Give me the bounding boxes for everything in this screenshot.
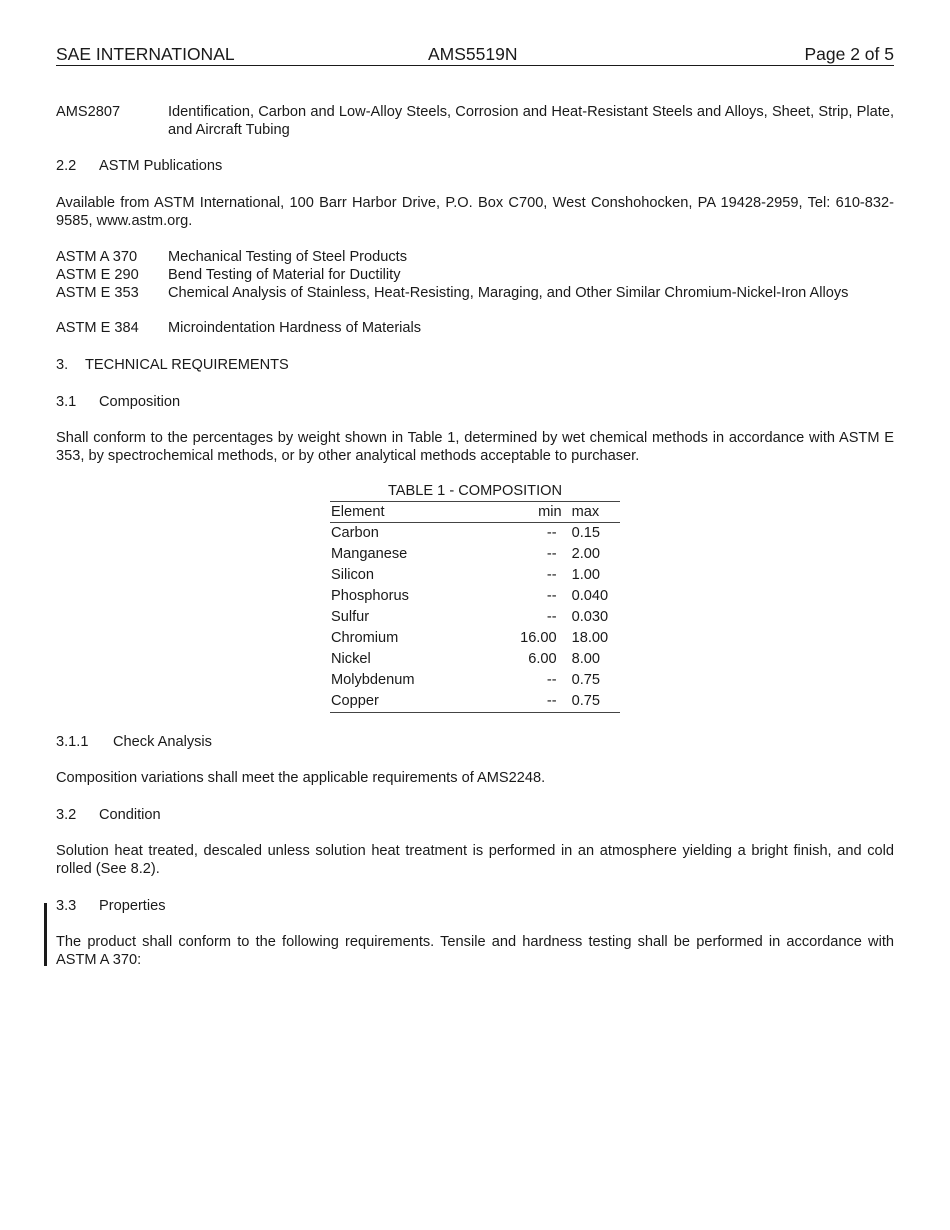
ref-text: Bend Testing of Material for Ductility — [168, 267, 401, 283]
cell-min: -- — [546, 672, 557, 688]
cell-max: 1.00 — [571, 567, 601, 583]
section-heading-3 — [56, 356, 289, 374]
cell-element: Carbon — [331, 525, 379, 541]
check-analysis-paragraph: Composition variations shall meet the applicable requirements of AMS2248. — [56, 770, 546, 786]
table-row — [330, 670, 620, 691]
section-number: 3.2 — [56, 807, 77, 823]
cell-element: Nickel — [331, 651, 371, 667]
composition-paragraph: Shall conform to the percentages by weight shown in Table 1, determined by wet chemical methods in accordance with ASTM E 353, by spectrochemical methods, or by other analytical methods acceptable to purchaser. — [56, 430, 894, 464]
table-row — [330, 544, 620, 565]
section-title: Composition — [99, 394, 181, 410]
section-number: 3.1 — [56, 394, 77, 410]
table-row — [330, 691, 620, 713]
cell-min: 6.00 — [528, 651, 557, 667]
column-header-max: max — [572, 502, 620, 523]
cell-max: 0.15 — [571, 525, 601, 541]
ref-code-ams2807: AMS2807 — [56, 104, 121, 120]
section-heading-3-1-1 — [56, 733, 212, 751]
section-number: 3. — [56, 357, 69, 373]
cell-min: -- — [504, 691, 572, 713]
section-number: 2.2 — [56, 158, 77, 174]
cell-min: -- — [546, 546, 557, 562]
cell-max: 8.00 — [571, 651, 601, 667]
section-heading-3-2 — [56, 806, 161, 824]
cell-max: 18.00 — [571, 630, 609, 646]
section-title: Properties — [99, 898, 166, 914]
ref-text: Chemical Analysis of Stainless, Heat-Resisting, Maraging, and Other Similar Chromium-Nickel-Iron Alloys — [168, 285, 849, 301]
table-row — [330, 523, 620, 545]
cell-max: 2.00 — [571, 546, 601, 562]
header-doc-id: AMS5519N — [428, 44, 518, 64]
table-row — [330, 586, 620, 607]
cell-element: Molybdenum — [331, 672, 415, 688]
section-heading-3-1 — [56, 393, 180, 411]
ref-code: ASTM E 384 — [56, 320, 139, 336]
cell-element: Chromium — [331, 630, 399, 646]
table-row — [330, 607, 620, 628]
section-title: Check Analysis — [113, 734, 212, 750]
section-title: TECHNICAL REQUIREMENTS — [85, 357, 289, 373]
column-header-element: Element — [330, 502, 504, 523]
section-heading-3-3 — [56, 897, 166, 915]
ref-text-ams2807: Identification, Carbon and Low-Alloy Steels, Corrosion and Heat-Resistant Steels and Alloys, Sheet, Strip, Plate, and Aircraft Tubing — [168, 104, 894, 138]
cell-min: -- — [546, 567, 557, 583]
ref-code: ASTM E 353 — [56, 285, 139, 301]
table-row — [330, 565, 620, 586]
header-page-number: Page 2 of 5 — [804, 44, 894, 64]
cell-max: 0.030 — [571, 609, 609, 625]
section-heading-2-2 — [56, 157, 222, 175]
section-title: ASTM Publications — [99, 158, 223, 174]
table-row — [330, 628, 620, 649]
cell-min: -- — [546, 609, 557, 625]
cell-element: Silicon — [331, 567, 374, 583]
cell-max: 0.040 — [571, 588, 609, 604]
cell-min: 16.00 — [520, 630, 557, 646]
page-header — [56, 44, 894, 66]
cell-max: 0.75 — [571, 672, 601, 688]
condition-paragraph: Solution heat treated, descaled unless solution heat treatment is performed in an atmosphere yielding a bright finish, and cold rolled (See 8.2). — [56, 843, 894, 877]
cell-min: -- — [546, 588, 557, 604]
ref-text: Microindentation Hardness of Materials — [168, 320, 422, 336]
ref-code: ASTM A 370 — [56, 249, 138, 265]
section-number: 3.3 — [56, 898, 77, 914]
ref-code: ASTM E 290 — [56, 267, 139, 283]
cell-element: Sulfur — [331, 609, 370, 625]
table-row — [330, 649, 620, 670]
composition-table — [330, 501, 620, 713]
column-header-min: min — [504, 502, 572, 523]
properties-paragraph: The product shall conform to the following requirements. Tensile and hardness testing shall be performed in accordance with ASTM A 370: — [56, 934, 894, 968]
section-title: Condition — [99, 807, 161, 823]
header-org: SAE INTERNATIONAL — [56, 44, 235, 64]
cell-element: Copper — [330, 691, 504, 713]
ref-text: Mechanical Testing of Steel Products — [168, 249, 408, 265]
revision-change-bar — [44, 903, 47, 966]
cell-element: Manganese — [331, 546, 408, 562]
astm-availability-paragraph: Available from ASTM International, 100 Barr Harbor Drive, P.O. Box C700, West Conshohocken, PA 19428-2959, Tel: 610-832-9585, www.astm.org. — [56, 195, 894, 229]
cell-element: Phosphorus — [331, 588, 409, 604]
table-header-row — [330, 502, 620, 523]
section-number: 3.1.1 — [56, 734, 89, 750]
cell-min: -- — [546, 525, 557, 541]
table-title: TABLE 1 - COMPOSITION — [387, 483, 563, 499]
cell-max: 0.75 — [572, 691, 620, 713]
